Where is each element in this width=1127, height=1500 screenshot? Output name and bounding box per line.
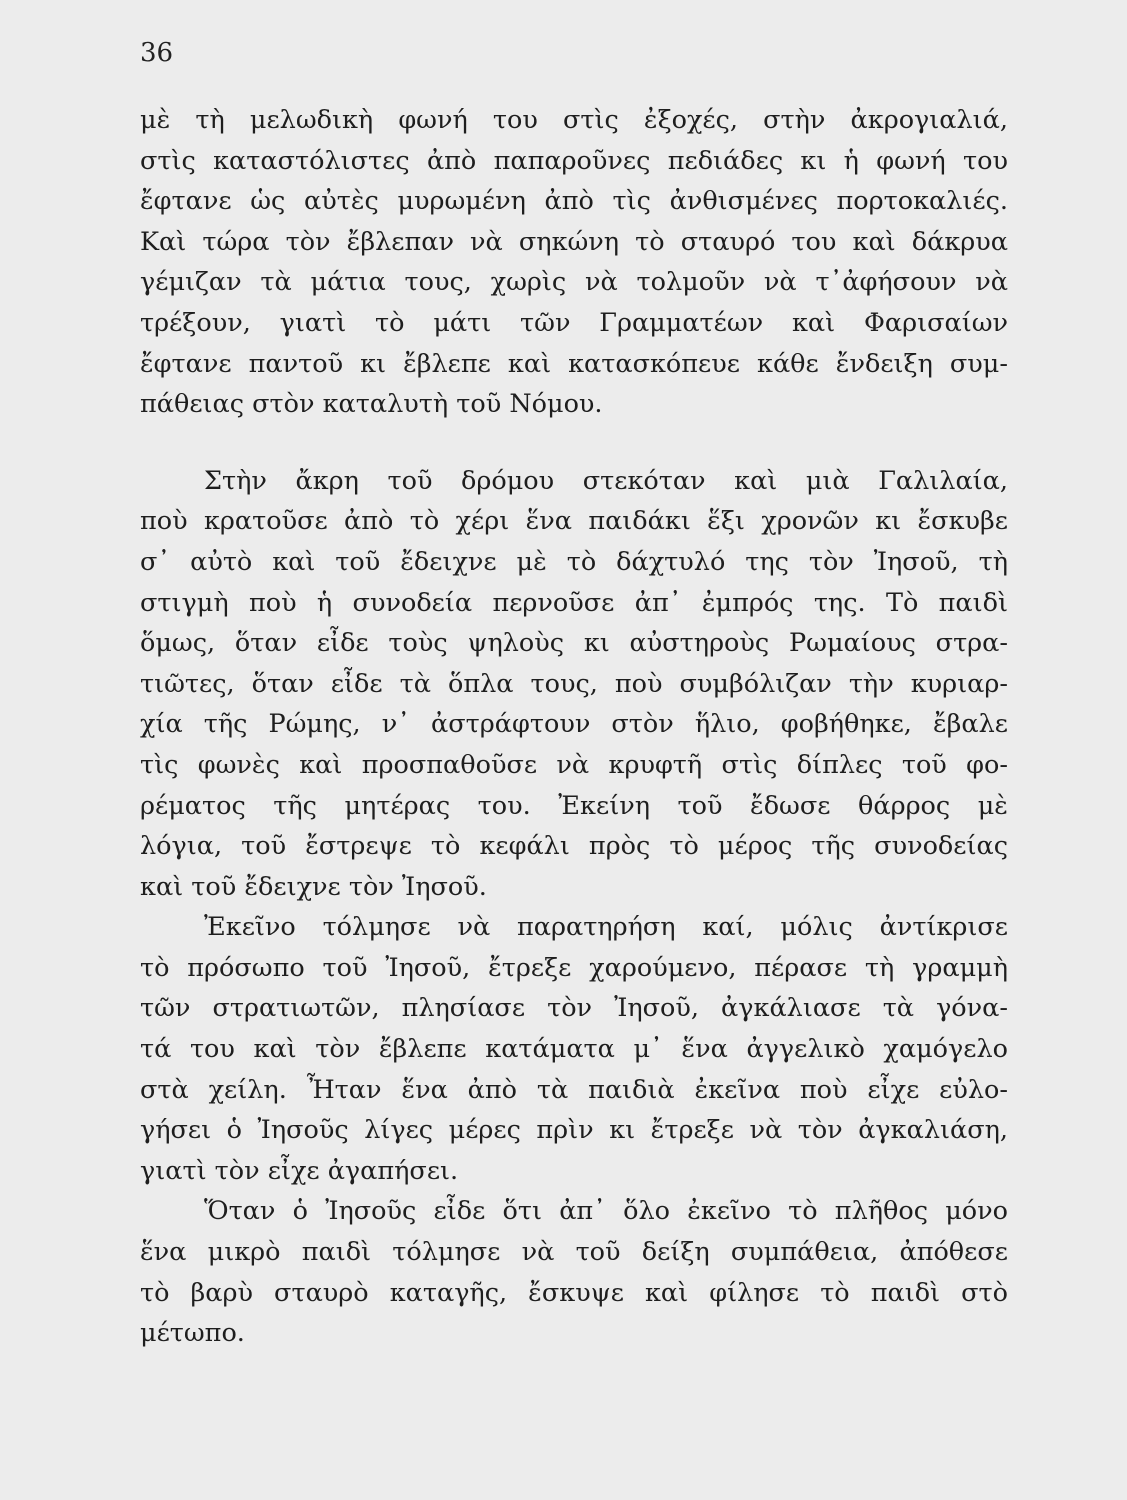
text-line: στὶς καταστόλιστες ἀπὸ παπαροῦνες πεδιάδες κι ἡ φωνή του — [140, 145, 1008, 176]
text-line: χία τῆς Ρώμης, ν᾽ ἀστράφτουν στὸν ἥλιο, φοβήθηκε, ἔβαλε — [140, 709, 1008, 740]
text-line: ἔφτανε ὡς αὐτὲς μυρωμένη ἀπὸ τὶς ἀνθισμένες πορτοκαλιές. — [140, 186, 1008, 217]
paragraph — [140, 1191, 1008, 1353]
paragraph-gap — [140, 425, 1008, 461]
text-line: Ἐκεῖνο τόλμησε νὰ παρατηρήση καί, μόλις ἀντίκρισε — [204, 912, 1008, 943]
text-line: καὶ τοῦ ἔδειχνε τὸν Ἰησοῦ. — [140, 871, 487, 902]
text-line: Καὶ τώρα τὸν ἔβλεπαν νὰ σηκώνη τὸ σταυρό του καὶ δάκρυα — [140, 226, 1008, 257]
text-line: πάθειας στὸν καταλυτὴ τοῦ Νόμου. — [140, 389, 603, 420]
text-line: ρέματος τῆς μητέρας του. Ἐκείνη τοῦ ἔδωσε θάρρος μὲ — [140, 790, 1008, 821]
text-line: γέμιζαν τὰ μάτια τους, χωρὶς νὰ τολμοῦν νὰ τ᾽ἀφήσουν νὰ — [140, 267, 1008, 298]
paragraph — [140, 907, 1008, 1191]
paragraph — [140, 100, 1008, 425]
text-line: γιατὶ τὸν εἶχε ἀγαπήσει. — [140, 1155, 459, 1186]
text-line: μὲ τὴ μελωδικὴ φωνή του στὶς ἐξοχές, στὴν ἀκρογιαλιά, — [140, 105, 1008, 135]
body-text — [140, 100, 1008, 1354]
paragraph — [140, 461, 1008, 908]
text-line: τῶν στρατιωτῶν, πλησίασε τὸν Ἰησοῦ, ἀγκάλιασε τὰ γόνα- — [140, 993, 1008, 1024]
text-line: τὸ πρόσωπο τοῦ Ἰησοῦ, ἔτρεξε χαρούμενο, πέρασε τὴ γραμμὴ — [140, 952, 1008, 983]
text-line: στιγμὴ ποὺ ἡ συνοδεία περνοῦσε ἀπ᾽ ἐμπρός της. Τὸ παιδὶ — [140, 587, 1008, 618]
text-line: ἕνα μικρὸ παιδὶ τόλμησε νὰ τοῦ δείξη συμπάθεια, ἀπόθεσε — [140, 1237, 1008, 1268]
text-line: ὅμως, ὅταν εἶδε τοὺς ψηλοὺς κι αὐστηροὺς Ρωμαίους στρα- — [140, 628, 1008, 659]
page-number: 36 — [140, 38, 174, 68]
text-line: τιῶτες, ὅταν εἶδε τὰ ὅπλα τους, ποὺ συμβόλιζαν τὴν κυριαρ- — [140, 668, 1008, 699]
text-line: γήσει ὁ Ἰησοῦς λίγες μέρες πρὶν κι ἔτρεξε νὰ τὸν ἀγκαλιάση, — [140, 1115, 1008, 1146]
text-line: Στὴν ἄκρη τοῦ δρόμου στεκόταν καὶ μιὰ Γαλιλαία, — [204, 465, 1008, 496]
text-line: ἔφτανε παντοῦ κι ἔβλεπε καὶ κατασκόπευε κάθε ἔνδειξη συμ- — [140, 348, 1008, 379]
text-line: τρέξουν, γιατὶ τὸ μάτι τῶν Γραμματέων καὶ Φαρισαίων — [140, 307, 1008, 338]
text-line: Ὅταν ὁ Ἰησοῦς εἶδε ὅτι ἀπ᾽ ὅλο ἐκεῖνο τὸ πλῆθος μόνο — [204, 1196, 1008, 1227]
text-line: στὰ χείλη. Ἦταν ἕνα ἀπὸ τὰ παιδιὰ ἐκεῖνα ποὺ εἶχε εὐλο- — [140, 1074, 1008, 1105]
text-line: σ᾽ αὐτὸ καὶ τοῦ ἔδειχνε μὲ τὸ δάχτυλό της τὸν Ἰησοῦ, τὴ — [140, 546, 1008, 577]
text-line: τά του καὶ τὸν ἔβλεπε κατάματα μ᾽ ἕνα ἀγγελικὸ χαμόγελο — [140, 1034, 1008, 1065]
text-line: τὸ βαρὺ σταυρὸ καταγῆς, ἔσκυψε καὶ φίλησε τὸ παιδὶ στὸ — [140, 1277, 1008, 1308]
text-line: τὶς φωνὲς καὶ προσπαθοῦσε νὰ κρυφτῆ στὶς δίπλες τοῦ φο- — [140, 749, 1008, 780]
text-line: ποὺ κρατοῦσε ἀπὸ τὸ χέρι ἕνα παιδάκι ἕξι χρονῶν κι ἔσκυβε — [140, 506, 1008, 537]
text-line: μέτωπο. — [140, 1318, 245, 1349]
text-line: λόγια, τοῦ ἔστρεψε τὸ κεφάλι πρὸς τὸ μέρος τῆς συνοδείας — [140, 831, 1008, 862]
